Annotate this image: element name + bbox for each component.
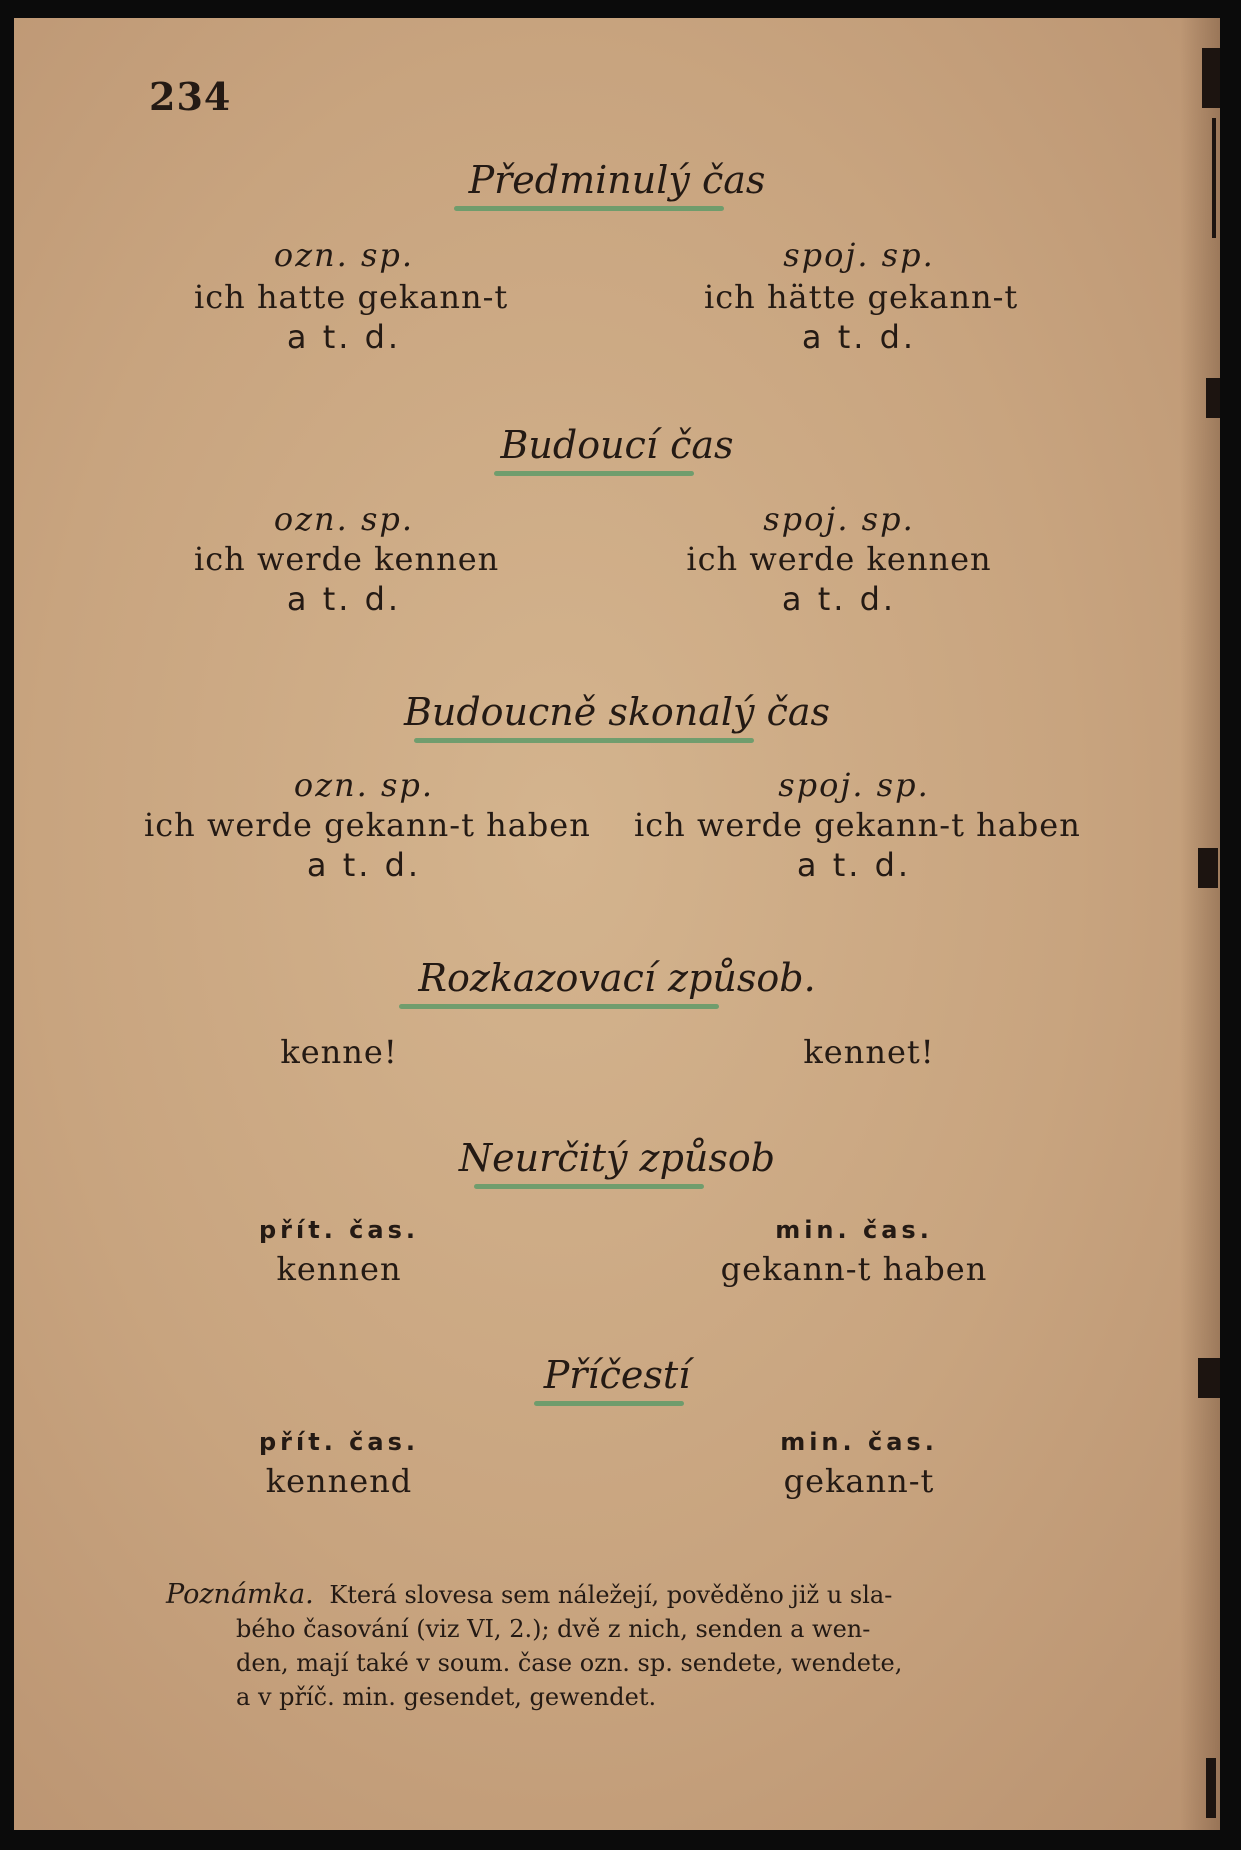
left-column	[194, 236, 509, 356]
verb-form: ich werde kennen	[194, 540, 500, 578]
section-title-text: Předminulý čas	[468, 158, 766, 202]
footnote-line: Která slovesa sem náležejí, pověděno již u sla-	[329, 1581, 893, 1609]
book-page	[14, 18, 1220, 1830]
page-edge-shadow	[1180, 18, 1220, 1830]
right-column	[704, 236, 1019, 356]
footnote-lead: Poznámka.	[166, 1579, 314, 1610]
section-title-text: Budoucně skonalý čas	[403, 690, 831, 734]
section-title	[14, 423, 1220, 467]
footnote-line: den, mají také v soum. čase ozn. sp. sendete, wendete,	[236, 1649, 903, 1677]
right-column	[634, 766, 1081, 884]
verb-form: kennend	[265, 1462, 413, 1500]
binding-mark	[1206, 378, 1220, 418]
left-column	[214, 1428, 464, 1500]
verb-form: gekann-t	[783, 1462, 935, 1500]
section-title-text: Neurčitý způsob	[458, 1136, 776, 1180]
etc-text: a t. d.	[801, 318, 917, 356]
title-underline	[454, 206, 724, 211]
title-underline	[414, 738, 754, 743]
section-title	[14, 690, 1220, 734]
binding-mark	[1202, 48, 1220, 108]
footnote-line: a v příč. min. gesendet, gewendet.	[236, 1683, 657, 1711]
tense-label: přít. čas.	[258, 1216, 419, 1244]
right-column	[684, 500, 994, 618]
etc-text: a t. d.	[796, 846, 912, 884]
tense-label: min. čas.	[775, 1216, 933, 1244]
title-underline	[534, 1401, 684, 1406]
verb-form: ich werde kennen	[686, 540, 992, 578]
verb-form: kennen	[276, 1250, 402, 1288]
etc-text: a t. d.	[286, 580, 402, 618]
section-title	[14, 956, 1220, 1000]
mood-label: ozn. sp.	[273, 500, 415, 538]
right-column	[734, 1428, 984, 1500]
verb-form: ich hätte gekann-t	[704, 278, 1019, 316]
section-title-text: Budoucí čas	[500, 423, 734, 467]
mood-label: ozn. sp.	[293, 766, 435, 804]
etc-text: a t. d.	[286, 318, 402, 356]
section-title	[14, 158, 1220, 202]
verb-form: ich werde gekann-t haben	[634, 806, 1081, 844]
left-column	[144, 766, 591, 884]
page-number: 234	[149, 74, 232, 119]
tense-label: přít. čas.	[258, 1428, 419, 1456]
title-underline	[399, 1004, 719, 1009]
right-column	[704, 1216, 1004, 1288]
section-title	[14, 1353, 1220, 1397]
mood-label: spoj. sp.	[783, 236, 935, 274]
etc-text: a t. d.	[781, 580, 897, 618]
binding-mark	[1206, 1758, 1216, 1818]
etc-text: a t. d.	[306, 846, 422, 884]
title-underline	[494, 471, 694, 476]
section-title-text: Příčestí	[543, 1353, 691, 1397]
mood-label: ozn. sp.	[273, 236, 415, 274]
left-column	[194, 500, 500, 618]
tense-label: min. čas.	[780, 1428, 938, 1456]
section-title-text: Rozkazovací způsob.	[418, 956, 816, 1000]
right-column	[744, 1033, 994, 1071]
binding-mark	[1198, 848, 1218, 888]
mood-label: spoj. sp.	[763, 500, 915, 538]
footnote-line: bého časování (viz VI, 2.); dvě z nich, senden a wen-	[236, 1615, 871, 1643]
title-underline	[474, 1184, 704, 1189]
left-column	[214, 1216, 464, 1288]
footnote	[166, 1578, 1106, 1714]
verb-form: ich werde gekann-t haben	[144, 806, 591, 844]
section-title	[14, 1136, 1220, 1180]
verb-form: kenne!	[280, 1033, 398, 1071]
mood-label: spoj. sp.	[778, 766, 930, 804]
verb-form: gekann-t haben	[720, 1250, 988, 1288]
left-column	[214, 1033, 464, 1071]
verb-form: ich hatte gekann-t	[194, 278, 509, 316]
verb-form: kennet!	[803, 1033, 935, 1071]
